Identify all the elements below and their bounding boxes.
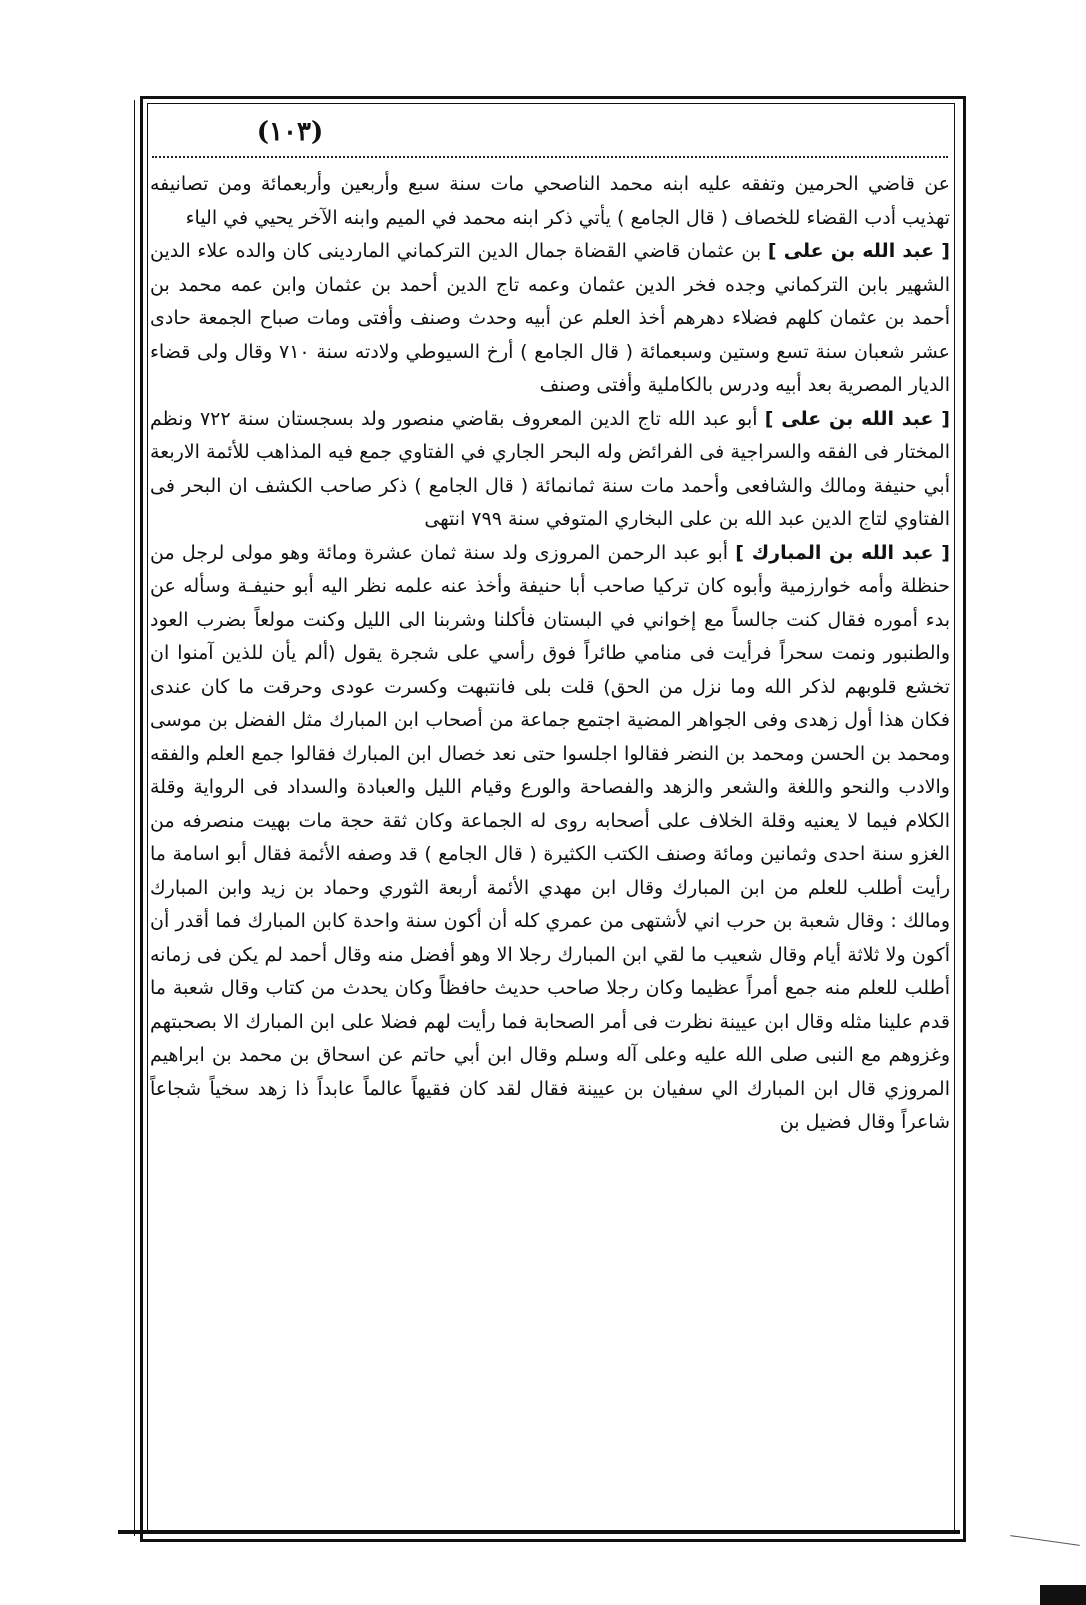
entry-heading: [ عبد الله بن على ] xyxy=(767,240,950,262)
paragraph-1 xyxy=(150,168,950,235)
paragraph-text: أبو عبد الرحمن المروزى ولد سنة ثمان عشرة ومائة وهو مولى لرجل من حنظلة وأمه خوارزمية وأبوه كان تركيا صاحب أبا حنيفة وأخذ عنه علمه نظر اليه أبو حنيفـة وسأله عن بدء أموره فقال كنت جالساً مع إخواني في البستان فأكلنا وشربنا الى الليل وكنت مولعاً بضرب العود والطنبور ونمت سحراً فرأيت فى منامي طائراً فوق رأسي على شجرة يقول (ألم يأن للذين آمنوا ان تخشع قلوبهم لذكر الله وما نزل من الحق) قلت بلى فانتبهت وكسرت عودى وحرقت ما كان عندى فكان هذا أول زهدى وفى الجواهر المضية اجتمع جماعة من أصحاب ابن المبارك مثل الفضل بن موسى ومحمد بن الحسن ومحمد بن النضر فقالوا اجلسوا حتى نعد خصال ابن المبارك فقالوا جمع العلم والفقه والادب والنحو واللغة والشعر والزهد والفصاحة والورع وقيام الليل والعبادة والسداد فى الرواية وقلة الكلام فيما لا يعنيه وقلة الخلاف على أصحابه روى له الجماعة وكان ثقة حجة مات بهيت منصرفه من الغزو سنة احدى وثمانين ومائة وصنف الكتب الكثيرة ( قال الجامع ) قد وصفه الأئمة فقال أبو اسامة ما رأيت أطلب للعلم من ابن المبارك وقال ابن مهدي الأئمة أربعة الثوري وحماد بن زيد وابن المبارك ومالك : وقال شعبة بن حرب اني لأشتهى من عمري كله أن أكون سنة واحدة كابن المبارك فما أقدر أن أكون ولا ثلاثة أيام وقال شعيب ما لقي ابن المبارك رجلا الا وهو أفضل منه وقال أحمد لم يكن فى زمانه أطلب للعلم منه جمع أمراً عظيما وكان رجلا صاحب حديث حافظاً وكان يحدث من كتاب وقال شعبة ما قدم علينا مثله وقال ابن عيينة نظرت فى أمر الصحابة فما رأيت لهم فضلا على ابن المبارك الا بصحبتهم وغزوهم مع النبى صلى الله عليه وعلى آله وسلم وقال ابن أبي حاتم عن اسحاق بن محمد بن ابراهيم المروزي قال ابن المبارك الي سفيان بن عيينة فقال لقد كان فقيهاً عالماً عابداً ذا زهد سخياً شجاعاً شاعراً وقال فضيل بن xyxy=(150,541,950,1133)
page-number: (۱۰۳) xyxy=(256,117,324,147)
paragraph-text: بن عثمان قاضي القضاة جمال الدين التركماني الماردينى كان والده علاء الدين الشهير بابن التركماني وجده فخر الدين عثمان وعمه تاج الدين أحمد بن عثمان وابن عمه محمد بن أحمد بن عثمان كلهم فضلاء دهرهم أخذ العلم عن أبيه وحدث وصنف وأفتى ومات صباح الجمعة حادى عشر شعبان سنة تسع وستين وسبعمائة ( قال الجامع ) أرخ السيوطي ولادته سنة ٧١٠ وقال ولى قضاء الديار المصرية بعد أبيه ودرس بالكاملية وأفتى وصنف xyxy=(150,240,950,396)
entry-heading: [ عبد الله بن على ] xyxy=(764,407,950,430)
paragraph-3 xyxy=(150,403,950,537)
scan-corner-block xyxy=(1040,1585,1086,1605)
paragraph-2 xyxy=(150,235,950,403)
entry-heading: [ عبد الله بن المبارك ] xyxy=(735,541,950,564)
paragraph-4 xyxy=(150,537,950,1140)
paragraph-text: عن قاضي الحرمين وتفقه عليه ابنه محمد الناصحي مات سنة سبع وأربعين وأربعمائة ومن تصانيفه تهذيب أدب القضاء للخصاف ( قال الجامع ) يأتي ذكر ابنه محمد في الميم وابنه الآخر يحيي في الياء xyxy=(150,173,950,229)
paragraph-text: أبو عبد الله تاج الدين المعروف بقاضي منصور ولد بسجستان سنة ٧٢٢ ونظم المختار فى الفقه والسراجية فى الفرائض وله البحر الجاري في الفتاوي جمع فيه المذاهب للأئمة الاربعة أبي حنيفة ومالك والشافعى وأحمد مات سنة ثمانمائة ( قال الجامع ) ذكر صاحب الكشف ان البحر فى الفتاوي لتاج الدين عبد الله بن على البخاري المتوفي سنة ٧٩٩ انتهى xyxy=(150,407,950,530)
scan-edge-mark xyxy=(1010,1535,1079,1546)
header-dotted-rule xyxy=(152,156,948,158)
page-frame-left-line xyxy=(134,100,135,1536)
page-frame-bottom-rule xyxy=(118,1530,960,1534)
page-body xyxy=(150,168,950,1520)
